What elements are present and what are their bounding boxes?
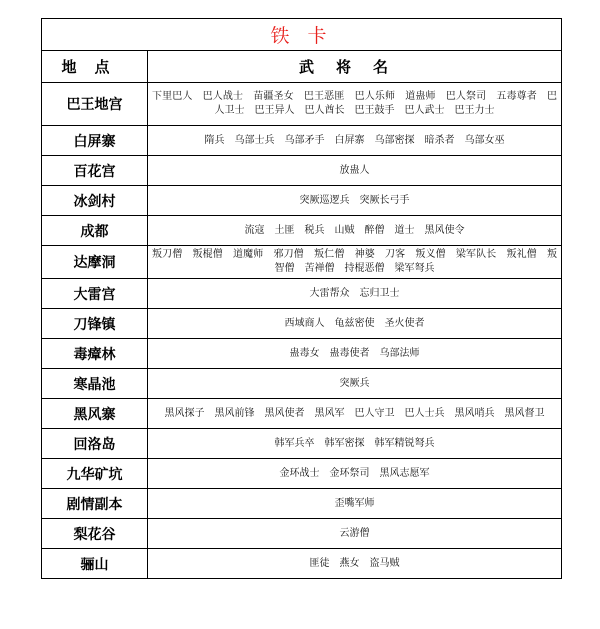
generals-cell: 韩军兵卒 韩军密探 韩军精锐弩兵	[148, 429, 562, 459]
table-row	[42, 83, 562, 126]
iron-card-table	[41, 18, 562, 579]
generals-cell: 下里巴人 巴人战士 苗疆圣女 巴王恶匪 巴人乐师 道蛊师 巴人祭司 五毒尊者 巴人卫士 巴王异人 巴人酋长 巴王鼓手 巴人武士 巴王力士	[148, 83, 562, 126]
location-cell: 成都	[42, 216, 148, 246]
location-cell: 毒瘴林	[42, 339, 148, 369]
table-row	[42, 399, 562, 429]
table-row	[42, 339, 562, 369]
title-row	[42, 19, 562, 51]
location-cell: 冰剑村	[42, 186, 148, 216]
generals-cell: 黑风探子 黑风前锋 黑风使者 黑风军 巴人守卫 巴人士兵 黑风哨兵 黑风督卫	[148, 399, 562, 429]
generals-cell: 隋兵 乌部士兵 乌部矛手 白屏寨 乌部密探 暗杀者 乌部女巫	[148, 126, 562, 156]
generals-cell: 突厥兵	[148, 369, 562, 399]
table-row	[42, 369, 562, 399]
generals-cell: 匪徒 燕女 盗马贼	[148, 549, 562, 579]
location-header: 地点	[42, 51, 148, 83]
location-cell: 白屏寨	[42, 126, 148, 156]
location-cell: 黑风寨	[42, 399, 148, 429]
generals-cell: 西域商人 龟兹密使 圣火使者	[148, 309, 562, 339]
header-row	[42, 51, 562, 83]
location-cell: 寒晶池	[42, 369, 148, 399]
location-cell: 刀锋镇	[42, 309, 148, 339]
table-row	[42, 126, 562, 156]
generals-cell: 放蛊人	[148, 156, 562, 186]
location-cell: 梨花谷	[42, 519, 148, 549]
table-row	[42, 156, 562, 186]
location-cell: 巴王地宫	[42, 83, 148, 126]
location-cell: 剧情副本	[42, 489, 148, 519]
generals-cell: 蛊毒女 蛊毒使者 乌部法师	[148, 339, 562, 369]
generals-cell: 大雷帮众 忘归卫士	[148, 279, 562, 309]
generals-cell: 突厥巡逻兵 突厥长弓手	[148, 186, 562, 216]
table-row	[42, 459, 562, 489]
generals-header: 武将名	[148, 51, 562, 83]
generals-cell: 云游僧	[148, 519, 562, 549]
location-cell: 达摩洞	[42, 246, 148, 279]
table-row	[42, 519, 562, 549]
table-row	[42, 489, 562, 519]
location-cell: 大雷宫	[42, 279, 148, 309]
generals-cell: 歪嘴军师	[148, 489, 562, 519]
generals-cell: 流寇 土匪 税兵 山贼 醉僧 道士 黑风使令	[148, 216, 562, 246]
table-row	[42, 216, 562, 246]
generals-cell: 叛刀僧 叛棍僧 道魔师 邪刀僧 叛仁僧 神婆 刀客 叛义僧 梁军队长 叛礼僧 叛智僧 苦禅僧 持棍恶僧 梁军弩兵	[148, 246, 562, 279]
location-cell: 回洛岛	[42, 429, 148, 459]
table-row	[42, 279, 562, 309]
table-row	[42, 429, 562, 459]
location-cell: 九华矿坑	[42, 459, 148, 489]
location-cell: 骊山	[42, 549, 148, 579]
generals-cell: 金环战士 金环祭司 黑风志愿军	[148, 459, 562, 489]
table-row	[42, 309, 562, 339]
table-row	[42, 549, 562, 579]
table-row	[42, 246, 562, 279]
table-row	[42, 186, 562, 216]
location-cell: 百花宫	[42, 156, 148, 186]
table-title: 铁 卡	[42, 19, 562, 51]
